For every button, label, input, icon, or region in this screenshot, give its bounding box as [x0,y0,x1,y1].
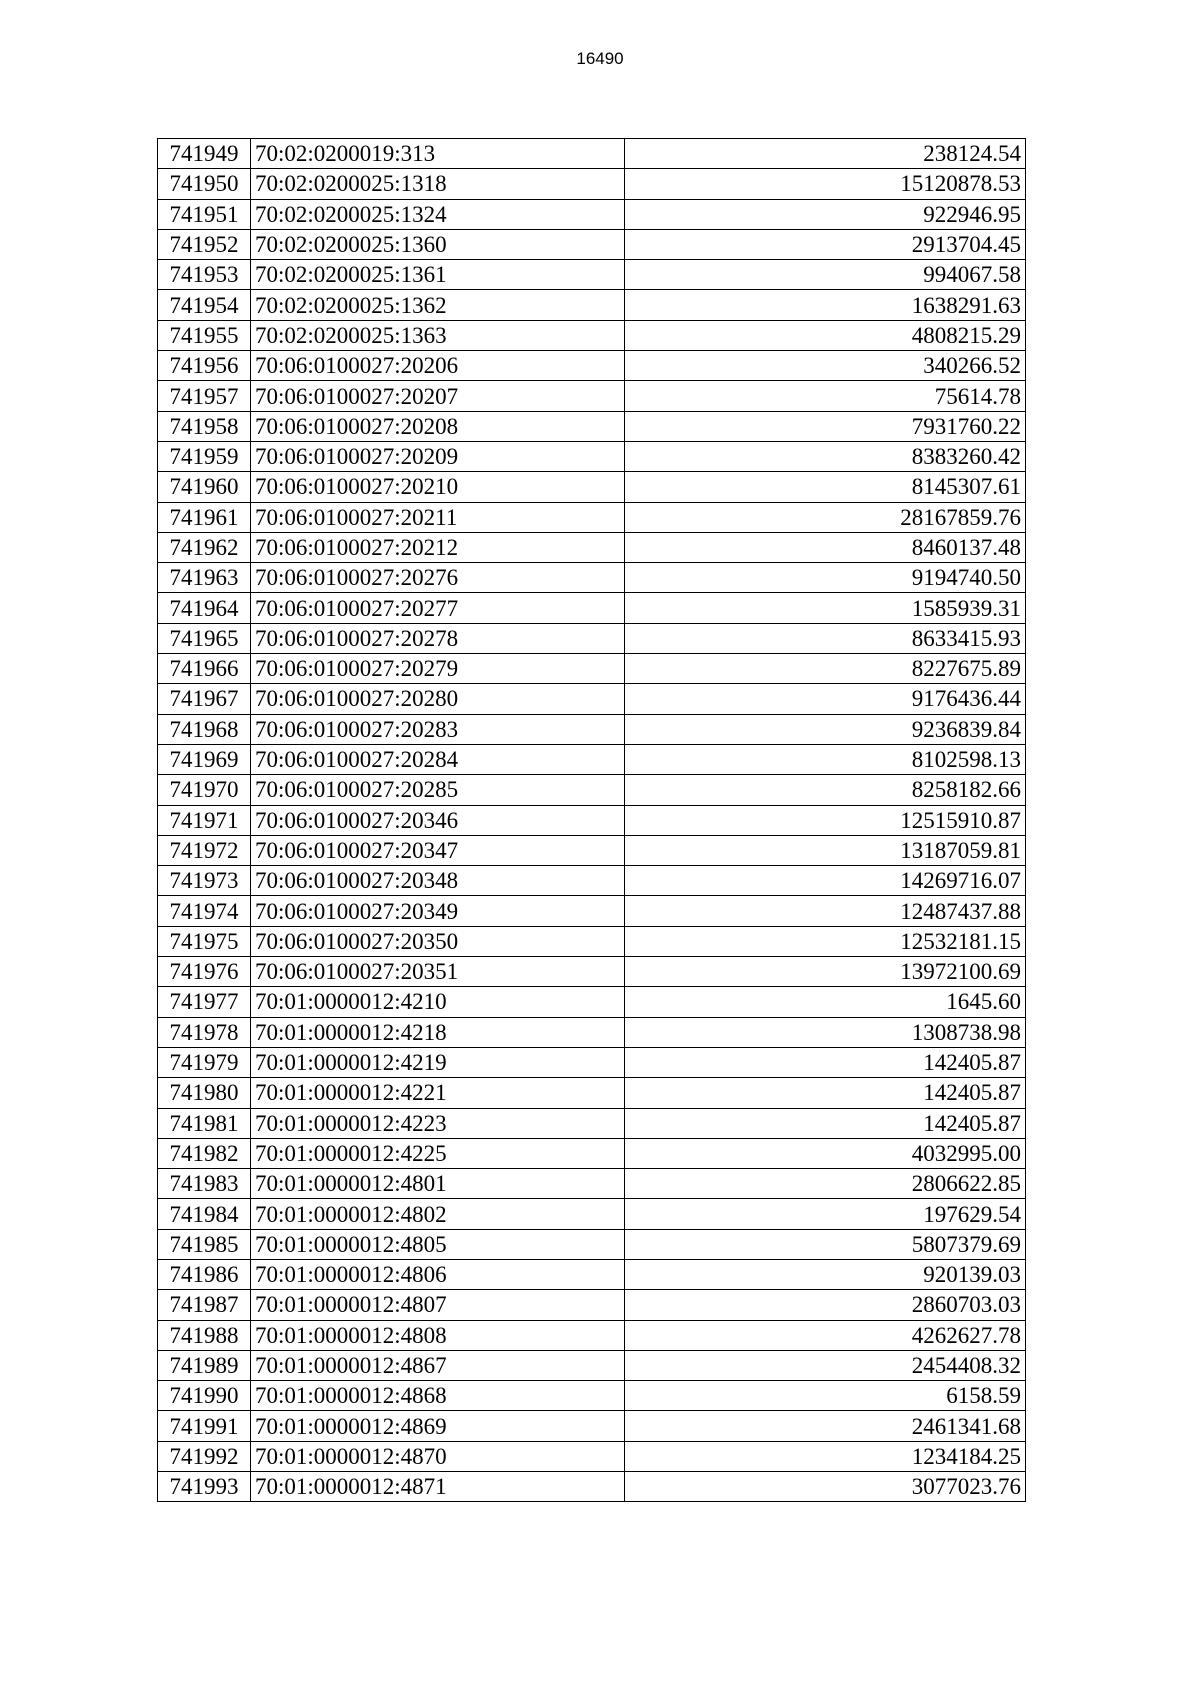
table-body [158,139,1026,1502]
cadastral-number-cell: 70:01:0000012:4801 [251,1169,625,1199]
cadastral-number-cell: 70:02:0200025:1363 [251,320,625,350]
row-id-cell: 741971 [158,805,251,835]
table-row [158,1169,1026,1199]
value-cell: 28167859.76 [625,502,1026,532]
cadastral-number-cell: 70:01:0000012:4869 [251,1411,625,1441]
table-row [158,472,1026,502]
value-cell: 142405.87 [625,1108,1026,1138]
cadastral-number-cell: 70:01:0000012:4867 [251,1350,625,1380]
value-cell: 1638291.63 [625,290,1026,320]
table-row [158,775,1026,805]
value-cell: 142405.87 [625,1078,1026,1108]
value-cell: 2806622.85 [625,1169,1026,1199]
value-cell: 142405.87 [625,1047,1026,1077]
row-id-cell: 741950 [158,169,251,199]
cadastral-number-cell: 70:01:0000012:4806 [251,1259,625,1289]
table-row [158,1320,1026,1350]
row-id-cell: 741952 [158,229,251,259]
row-id-cell: 741990 [158,1381,251,1411]
row-id-cell: 741975 [158,926,251,956]
value-cell: 7931760.22 [625,411,1026,441]
table-row [158,441,1026,471]
value-cell: 8258182.66 [625,775,1026,805]
row-id-cell: 741974 [158,896,251,926]
table-row [158,805,1026,835]
row-id-cell: 741991 [158,1411,251,1441]
row-id-cell: 741959 [158,441,251,471]
value-cell: 8102598.13 [625,744,1026,774]
value-cell: 12532181.15 [625,926,1026,956]
row-id-cell: 741983 [158,1169,251,1199]
value-cell: 6158.59 [625,1381,1026,1411]
table-row [158,351,1026,381]
cadastral-number-cell: 70:01:0000012:4807 [251,1290,625,1320]
row-id-cell: 741958 [158,411,251,441]
value-cell: 994067.58 [625,260,1026,290]
value-cell: 9194740.50 [625,563,1026,593]
row-id-cell: 741966 [158,654,251,684]
row-id-cell: 741984 [158,1199,251,1229]
cadastral-number-cell: 70:01:0000012:4225 [251,1138,625,1168]
cadastral-number-cell: 70:06:0100027:20210 [251,472,625,502]
table-row [158,563,1026,593]
row-id-cell: 741970 [158,775,251,805]
table-row [158,1259,1026,1289]
cadastral-number-cell: 70:06:0100027:20208 [251,411,625,441]
row-id-cell: 741960 [158,472,251,502]
cadastral-number-cell: 70:06:0100027:20348 [251,866,625,896]
cadastral-number-cell: 70:01:0000012:4219 [251,1047,625,1077]
cadastral-number-cell: 70:06:0100027:20346 [251,805,625,835]
value-cell: 922946.95 [625,199,1026,229]
cadastral-number-cell: 70:02:0200025:1362 [251,290,625,320]
row-id-cell: 741993 [158,1472,251,1502]
value-cell: 75614.78 [625,381,1026,411]
table-row [158,684,1026,714]
cadastral-number-cell: 70:02:0200025:1318 [251,169,625,199]
table-row [158,896,1026,926]
row-id-cell: 741981 [158,1108,251,1138]
value-cell: 1645.60 [625,987,1026,1017]
table-row [158,714,1026,744]
row-id-cell: 741964 [158,593,251,623]
cadastral-number-cell: 70:01:0000012:4805 [251,1229,625,1259]
value-cell: 4808215.29 [625,320,1026,350]
value-cell: 8460137.48 [625,532,1026,562]
cadastral-number-cell: 70:06:0100027:20285 [251,775,625,805]
value-cell: 14269716.07 [625,866,1026,896]
table-row [158,926,1026,956]
row-id-cell: 741967 [158,684,251,714]
cadastral-number-cell: 70:06:0100027:20278 [251,623,625,653]
table-row [158,1108,1026,1138]
cadastral-number-cell: 70:06:0100027:20283 [251,714,625,744]
table-row [158,169,1026,199]
value-cell: 5807379.69 [625,1229,1026,1259]
cadastral-number-cell: 70:06:0100027:20276 [251,563,625,593]
cadastral-number-cell: 70:06:0100027:20211 [251,502,625,532]
value-cell: 8227675.89 [625,654,1026,684]
value-cell: 2913704.45 [625,229,1026,259]
cadastral-number-cell: 70:01:0000012:4871 [251,1472,625,1502]
cadastral-number-cell: 70:06:0100027:20209 [251,441,625,471]
row-id-cell: 741982 [158,1138,251,1168]
row-id-cell: 741987 [158,1290,251,1320]
table-row [158,1199,1026,1229]
table-row [158,835,1026,865]
cadastral-number-cell: 70:06:0100027:20277 [251,593,625,623]
value-cell: 2860703.03 [625,1290,1026,1320]
row-id-cell: 741972 [158,835,251,865]
cadastral-number-cell: 70:06:0100027:20212 [251,532,625,562]
table-row [158,320,1026,350]
table-row [158,381,1026,411]
table-row [158,1441,1026,1471]
table-row [158,290,1026,320]
row-id-cell: 741957 [158,381,251,411]
value-cell: 9236839.84 [625,714,1026,744]
value-cell: 8383260.42 [625,441,1026,471]
cadastral-number-cell: 70:01:0000012:4870 [251,1441,625,1471]
value-cell: 1234184.25 [625,1441,1026,1471]
table-row [158,260,1026,290]
table-row [158,229,1026,259]
row-id-cell: 741954 [158,290,251,320]
value-cell: 1308738.98 [625,1017,1026,1047]
table-row [158,411,1026,441]
cadastral-number-cell: 70:06:0100027:20280 [251,684,625,714]
row-id-cell: 741992 [158,1441,251,1471]
cadastral-number-cell: 70:02:0200025:1361 [251,260,625,290]
cadastral-number-cell: 70:06:0100027:20279 [251,654,625,684]
cadastral-number-cell: 70:02:0200019:313 [251,139,625,169]
table-row [158,1017,1026,1047]
cadastral-number-cell: 70:01:0000012:4808 [251,1320,625,1350]
cadastral-number-cell: 70:06:0100027:20347 [251,835,625,865]
table-row [158,866,1026,896]
table-row [158,744,1026,774]
value-cell: 920139.03 [625,1259,1026,1289]
value-cell: 4262627.78 [625,1320,1026,1350]
cadastral-number-cell: 70:01:0000012:4221 [251,1078,625,1108]
cadastral-number-cell: 70:01:0000012:4210 [251,987,625,1017]
cadastral-number-cell: 70:01:0000012:4802 [251,1199,625,1229]
row-id-cell: 741951 [158,199,251,229]
row-id-cell: 741973 [158,866,251,896]
row-id-cell: 741980 [158,1078,251,1108]
table-row [158,1350,1026,1380]
row-id-cell: 741953 [158,260,251,290]
table-row [158,1411,1026,1441]
table-row [158,1229,1026,1259]
cadastral-number-cell: 70:06:0100027:20284 [251,744,625,774]
value-cell: 12515910.87 [625,805,1026,835]
value-cell: 1585939.31 [625,593,1026,623]
value-cell: 15120878.53 [625,169,1026,199]
table-row [158,623,1026,653]
table-row [158,1047,1026,1077]
row-id-cell: 741976 [158,957,251,987]
value-cell: 340266.52 [625,351,1026,381]
row-id-cell: 741969 [158,744,251,774]
value-cell: 8145307.61 [625,472,1026,502]
table-row [158,199,1026,229]
value-cell: 2454408.32 [625,1350,1026,1380]
row-id-cell: 741988 [158,1320,251,1350]
row-id-cell: 741961 [158,502,251,532]
table-row [158,139,1026,169]
table-row [158,532,1026,562]
cadastral-number-cell: 70:01:0000012:4868 [251,1381,625,1411]
cadastral-number-cell: 70:06:0100027:20350 [251,926,625,956]
table-row [158,593,1026,623]
row-id-cell: 741956 [158,351,251,381]
row-id-cell: 741989 [158,1350,251,1380]
table-row [158,654,1026,684]
cadastral-number-cell: 70:06:0100027:20349 [251,896,625,926]
row-id-cell: 741962 [158,532,251,562]
value-cell: 3077023.76 [625,1472,1026,1502]
value-cell: 197629.54 [625,1199,1026,1229]
value-cell: 8633415.93 [625,623,1026,653]
cadastral-number-cell: 70:01:0000012:4218 [251,1017,625,1047]
value-cell: 4032995.00 [625,1138,1026,1168]
value-cell: 13972100.69 [625,957,1026,987]
table-row [158,1078,1026,1108]
table-row [158,1472,1026,1502]
row-id-cell: 741978 [158,1017,251,1047]
cadastral-number-cell: 70:06:0100027:20351 [251,957,625,987]
page-number: 16490 [576,49,624,68]
row-id-cell: 741977 [158,987,251,1017]
row-id-cell: 741955 [158,320,251,350]
table-row [158,1138,1026,1168]
table-row [158,957,1026,987]
row-id-cell: 741968 [158,714,251,744]
table-row [158,987,1026,1017]
value-cell: 13187059.81 [625,835,1026,865]
cadastral-value-table [157,138,1026,1502]
cadastral-number-cell: 70:02:0200025:1360 [251,229,625,259]
value-cell: 9176436.44 [625,684,1026,714]
value-cell: 12487437.88 [625,896,1026,926]
cadastral-number-cell: 70:02:0200025:1324 [251,199,625,229]
table-row [158,1381,1026,1411]
cadastral-number-cell: 70:06:0100027:20206 [251,351,625,381]
row-id-cell: 741965 [158,623,251,653]
cadastral-number-cell: 70:01:0000012:4223 [251,1108,625,1138]
row-id-cell: 741979 [158,1047,251,1077]
row-id-cell: 741963 [158,563,251,593]
value-cell: 238124.54 [625,139,1026,169]
cadastral-number-cell: 70:06:0100027:20207 [251,381,625,411]
row-id-cell: 741949 [158,139,251,169]
row-id-cell: 741986 [158,1259,251,1289]
value-cell: 2461341.68 [625,1411,1026,1441]
table-row [158,1290,1026,1320]
row-id-cell: 741985 [158,1229,251,1259]
table-row [158,502,1026,532]
